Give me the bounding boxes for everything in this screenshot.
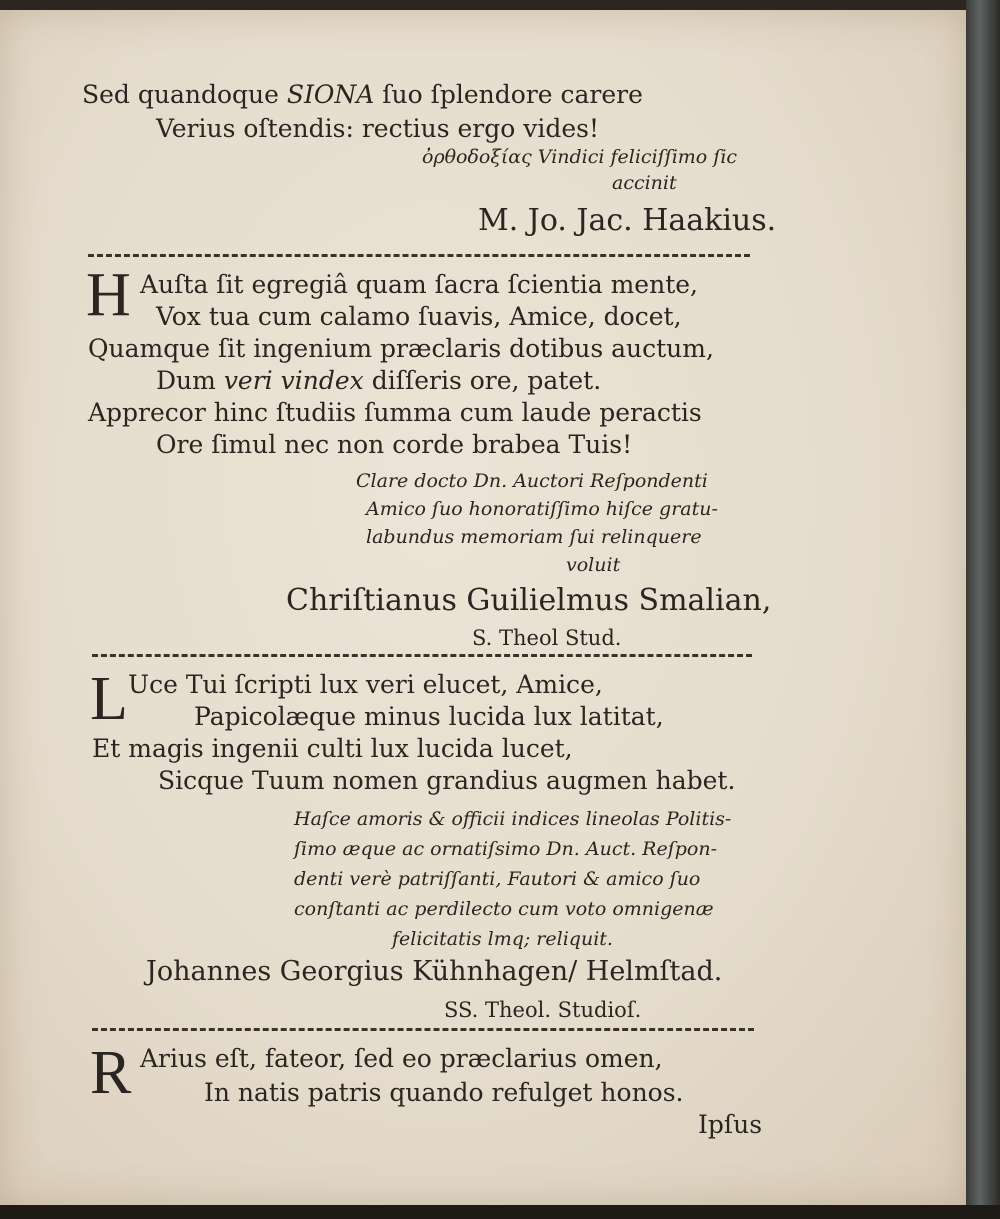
poem2-initial: H — [86, 261, 131, 329]
poem1-line1 — [82, 82, 643, 107]
poem4-initial: R — [90, 1039, 132, 1107]
dedication2-signature: Chriſtianus Guilielmus Smalian, — [286, 583, 772, 618]
poem2-line4-text-c: diſſeris ore, patet. — [363, 366, 602, 395]
dedication3-line5: felicitatis lmq; reliquit. — [392, 928, 613, 950]
dedication1-greek-word: ὀρθοδοξίας — [422, 146, 532, 168]
poem2-line1: Auſta ſit egregiâ quam ſacra ſcientia mente, — [140, 270, 698, 299]
poem2-line6: Ore ſimul nec non corde brabea Tuis! — [156, 430, 633, 459]
dedication1-line1-rest: Vindici feliciſſimo ſic — [531, 146, 738, 168]
dedication2-line1: Clare docto Dn. Auctori Reſpondenti — [356, 470, 708, 492]
poem2-line4-veri-vindex: veri vindex — [223, 366, 364, 395]
poem4-line1: Arius eſt, fateor, ſed eo præclarius omen, — [140, 1044, 663, 1073]
poem2-line4-text-a: Dum — [156, 366, 224, 395]
section-divider-2 — [92, 654, 752, 657]
dedication2-line3: labundus memoriam ſui relinquere — [366, 526, 702, 548]
dedication2-line4: voluit — [566, 554, 621, 576]
poem4-line2: In natis patris quando refulget honos. — [204, 1078, 684, 1107]
poem3-line1: Uce Tui ſcripti lux veri elucet, Amice, — [128, 670, 603, 699]
dedication3-line4: conſtanti ac perdilecto cum voto omnigenæ — [294, 898, 714, 920]
poem3-line3: Et magis ingenii culti lux lucida lucet, — [92, 734, 573, 763]
dedication3-title: SS. Theol. Studioſ. — [444, 998, 642, 1022]
bottom-shadow — [0, 1205, 1000, 1219]
dedication3-line2: ſimo æque ac ornatiſsimo Dn. Auct. Reſpon- — [294, 838, 718, 860]
dedication3-line1: Haſce amoris & officii indices lineolas Politis- — [294, 808, 732, 830]
poem1-line1-text-a: Sed quandoque — [82, 80, 287, 109]
poem1-line1-text-c: ſuo ſplendore carere — [374, 80, 643, 109]
page-leaf — [0, 10, 968, 1206]
poem2-line5: Apprecor hinc ſtudiis ſumma cum laude peractis — [88, 398, 702, 427]
dedication1-signature: M. Jo. Jac. Haakius. — [478, 203, 777, 238]
poem2-line2: Vox tua cum calamo ſuavis, Amice, docet, — [156, 302, 682, 331]
dedication2-line2: Amico ſuo honoratiſſimo hiſce gratu- — [366, 498, 718, 520]
book-edge — [966, 0, 1000, 1219]
poem2-line3: Quamque ſit ingenium præclaris dotibus auctum, — [88, 334, 714, 363]
section-divider-3 — [92, 1028, 754, 1031]
section-divider-1 — [88, 254, 750, 257]
poem1-line2: Verius oſtendis: rectius ergo vides! — [156, 114, 600, 143]
poem3-line4: Sicque Tuum nomen grandius augmen habet. — [158, 766, 736, 795]
dedication2-title: S. Theol Stud. — [472, 626, 622, 650]
dedication3-line3: denti verè patriſſanti, Fautori & amico ſuo — [294, 868, 701, 890]
dedication1-line2: accinit — [612, 172, 677, 194]
poem3-initial: L — [90, 665, 128, 733]
poem2-line4 — [156, 368, 601, 393]
dedication3-signature: Johannes Georgius Kühnhagen/ Helmſtad. — [146, 956, 723, 987]
poem1-line1-siona: SIONA — [286, 80, 375, 109]
dedication1-line1 — [422, 148, 737, 167]
catchword: Ipſus — [698, 1110, 763, 1139]
poem3-line2: Papicolæque minus lucida lux latitat, — [194, 702, 664, 731]
